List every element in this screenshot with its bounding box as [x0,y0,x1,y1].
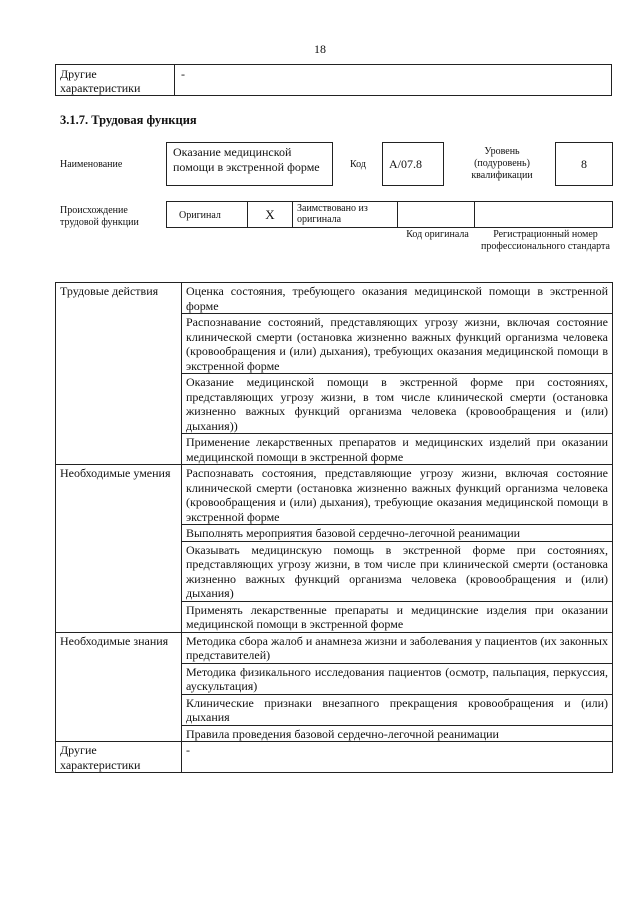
original-code-cell [397,201,475,228]
table-cell: Оказание медицинской помощи в экстренной форме при состояниях, представляющих угрозу жизни, в том числе клинической смерти (остановка жизненно важных функций организма человека (кровообращения и (или) дыхания)) [182,374,613,434]
origin-row [166,201,613,228]
table-cell: Применение лекарственных препаратов и медицинских изделий при оказании медицинской помощи в экстренной форме [182,434,613,465]
table-cell: Распознавать состояния, представляющие угрозу жизни, включая состояние клинической смерти (остановка жизненно важных функций организма человека (кровообращения и (или) дыхания), требующие оказания медицинской помощи в экстренной форме [182,465,613,525]
table-cell: Правила проведения базовой сердечно-легочной реанимации [182,725,613,742]
level-value: 8 [555,142,613,186]
origin-label: Происхождение трудовой функции [60,205,139,228]
reg-number-caption: Регистрационный номер профессионального стандарта [481,229,610,252]
original-mark: X [247,201,293,228]
name-label: Наименование [60,159,123,170]
borrowed-cell: Заимствовано из оригинала [292,201,398,228]
section-title: 3.1.7. Трудовая функция [60,113,197,127]
other-characteristics-label: Другие характеристики [56,65,175,95]
table-row [56,742,613,773]
original-code-caption: Код оригинала [406,229,469,240]
other-characteristics-label-2: Другие характеристики [56,742,182,773]
original-cell: Оригинал [166,201,248,228]
name-value: Оказание медицинской помощи в экстренной форме [166,142,333,186]
level-label: Уровень (подуровень) квалификации [471,146,533,181]
table-cell: Методика сбора жалоб и анамнеза жизни и заболевания у пациентов (их законных представителей) [182,632,613,663]
table-cell: Методика физикального исследования пациентов (осмотр, пальпация, перкуссия, аускультация) [182,663,613,694]
reg-number-cell [474,201,613,228]
table-cell: Клинические признаки внезапного прекращения кровообращения и (или) дыхания [182,694,613,725]
table-cell: Распознавание состояний, представляющих угрозу жизни, включая состояние клинической смерти (остановка жизненно важных функций организма человека (кровообращения и (или) дыхания), требующих оказания медицинской помощи в экстренной форме [182,314,613,374]
labor-function-table [55,282,613,773]
labor-actions-label: Трудовые действия [56,283,182,465]
table-row [56,283,613,314]
other-characteristics-value: - [181,67,185,81]
code-label: Код [350,159,366,170]
other-characteristics-table [55,64,612,96]
table-cell: - [182,742,613,773]
required-knowledge-label: Необходимые знания [56,632,182,742]
table-cell: Оказывать медицинскую помощь в экстренной форме при состояниях, представляющих угрозу жизни, в том числе при клинической смерти (остановка жизненно важных функций организма человека (кровообращения и (или) дыхания) [182,541,613,601]
page-number: 18 [314,42,326,56]
table-cell: Выполнять мероприятия базовой сердечно-легочной реанимации [182,525,613,542]
table-cell: Применять лекарственные препараты и медицинские изделия при оказании медицинской помощи в экстренной форме [182,601,613,632]
table-row [56,465,613,525]
required-skills-label: Необходимые умения [56,465,182,633]
table-cell: Оценка состояния, требующего оказания медицинской помощи в экстренной форме [182,283,613,314]
code-value: А/07.8 [382,142,444,186]
table-row [56,632,613,663]
